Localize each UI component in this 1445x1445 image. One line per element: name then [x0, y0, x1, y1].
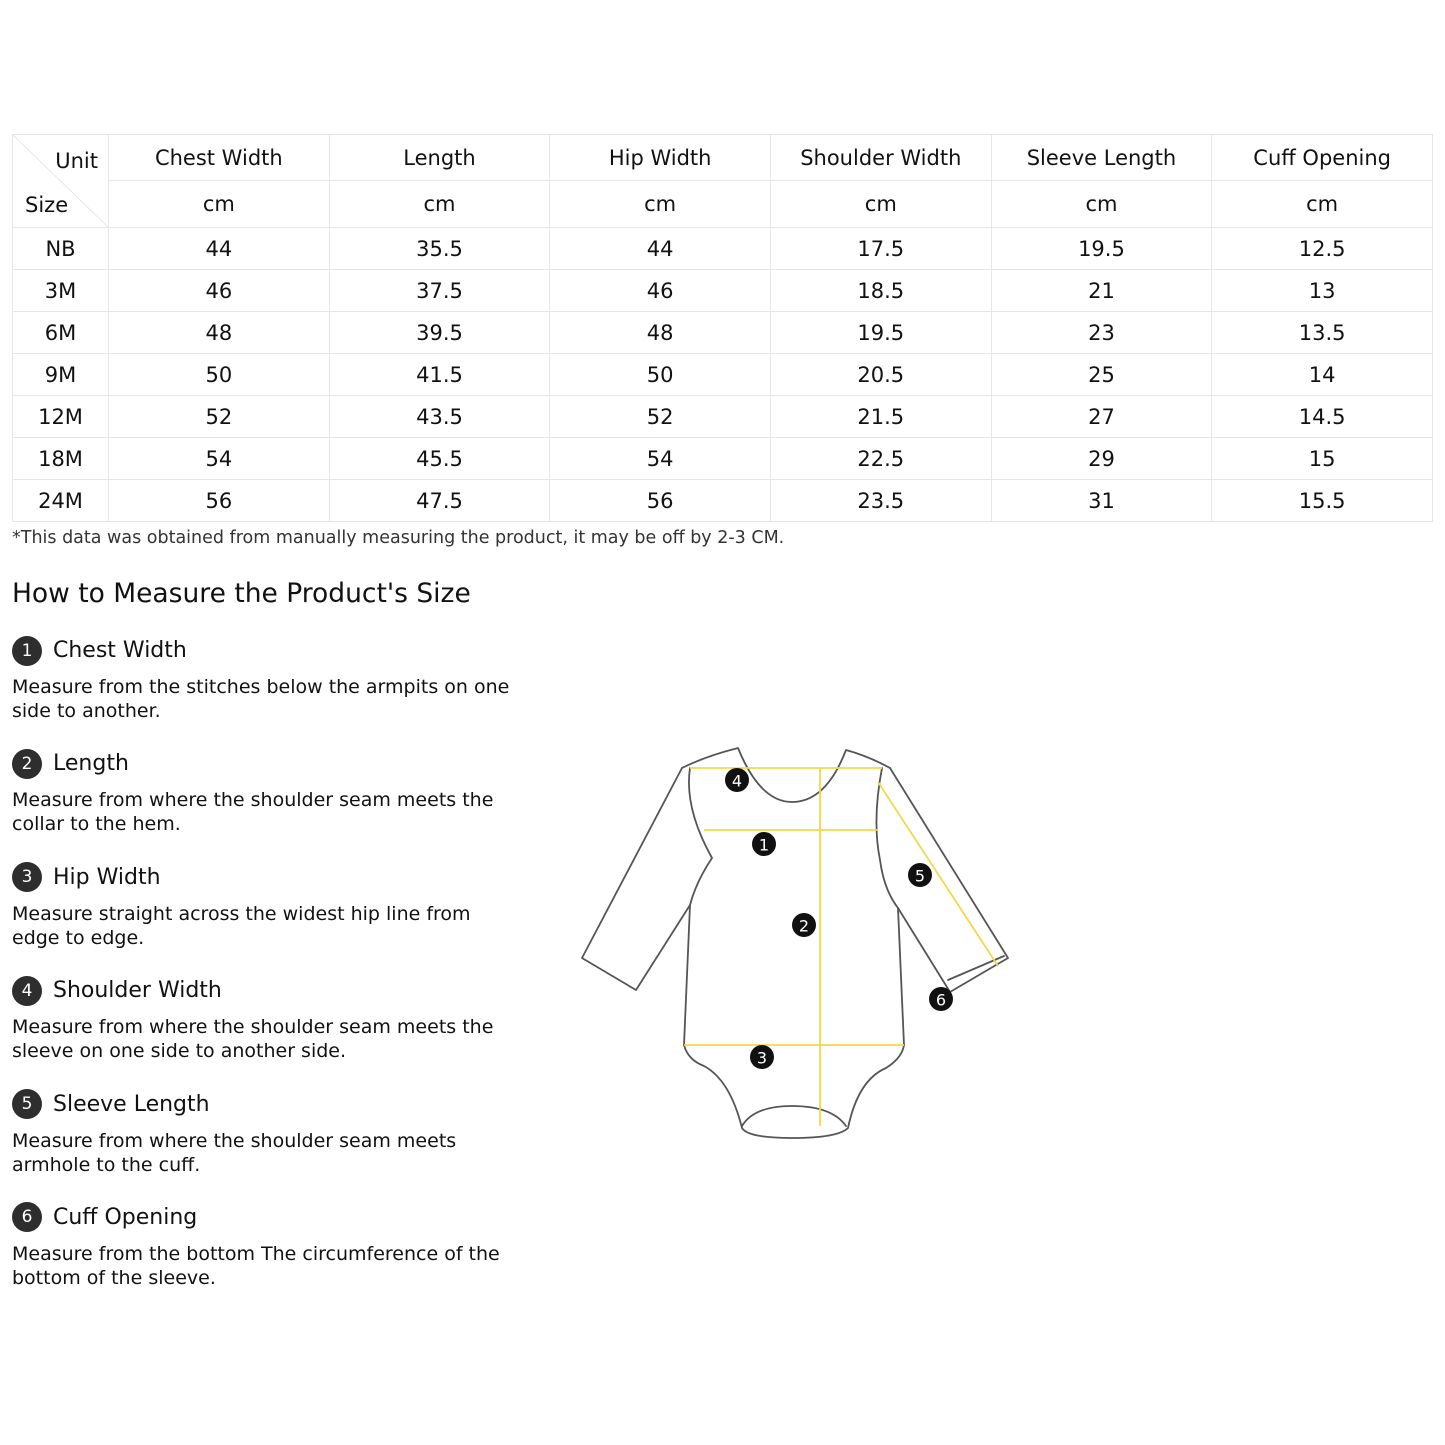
marker-4-icon	[725, 768, 749, 792]
step-title: Length	[53, 751, 129, 777]
measure-lines	[684, 768, 998, 1126]
value-cell: 19.5	[770, 312, 991, 354]
guide-title: How to Measure the Product's Size	[12, 578, 471, 609]
value-cell: 44	[550, 228, 771, 270]
measurement-note: *This data was obtained from manually measuring the product, it may be off by 2-3 CM.	[12, 528, 785, 548]
column-header-hip-width: Hip Width	[550, 135, 771, 181]
column-header-sleeve-length: Sleeve Length	[991, 135, 1212, 181]
marker-3-icon	[750, 1045, 774, 1069]
column-header-cuff-opening: Cuff Opening	[1212, 135, 1433, 181]
value-cell: 15	[1212, 438, 1433, 480]
step-title: Hip Width	[53, 864, 161, 890]
size-cell: 9M	[13, 354, 109, 396]
value-cell: 46	[550, 270, 771, 312]
column-header-chest-width: Chest Width	[109, 135, 330, 181]
value-cell: 13	[1212, 270, 1433, 312]
value-cell: 52	[550, 396, 771, 438]
size-cell: NB	[13, 228, 109, 270]
step-title: Shoulder Width	[53, 978, 222, 1004]
step-title: Sleeve Length	[53, 1091, 210, 1117]
size-cell: 18M	[13, 438, 109, 480]
size-cell: 3M	[13, 270, 109, 312]
value-cell: 47.5	[329, 480, 550, 522]
value-cell: 35.5	[329, 228, 550, 270]
step-shoulder-width	[12, 974, 522, 1087]
marker-6-icon	[929, 987, 953, 1011]
step-description: Measure from where the shoulder seam meets the sleeve on one side to another side.	[12, 1016, 494, 1063]
size-cell: 12M	[13, 396, 109, 438]
unit-cell: cm	[109, 181, 330, 228]
svg-text:1: 1	[758, 835, 770, 855]
unit-label: Unit	[55, 149, 98, 173]
value-cell: 14.5	[1212, 396, 1433, 438]
value-cell: 13.5	[1212, 312, 1433, 354]
value-cell: 14	[1212, 354, 1433, 396]
step-hip-width	[12, 861, 522, 974]
column-header-length: Length	[329, 135, 550, 181]
size-table	[12, 134, 1433, 522]
measure-steps	[12, 634, 522, 1314]
marker-5-icon	[908, 863, 932, 887]
value-cell: 56	[550, 480, 771, 522]
step-title: Chest Width	[53, 638, 187, 663]
value-cell: 25	[991, 354, 1212, 396]
value-cell: 29	[991, 438, 1212, 480]
table-row	[13, 270, 1433, 312]
value-cell: 41.5	[329, 354, 550, 396]
table-corner-cell	[13, 135, 109, 228]
marker-2-icon	[792, 913, 816, 937]
step-title: Cuff Opening	[53, 1204, 198, 1230]
table-row	[13, 396, 1433, 438]
value-cell: 15.5	[1212, 480, 1433, 522]
size-cell: 6M	[13, 312, 109, 354]
step-sleeve-length	[12, 1088, 522, 1201]
step-number-badge: 4	[12, 976, 42, 1006]
value-cell: 52	[109, 396, 330, 438]
table-row	[13, 228, 1433, 270]
value-cell: 46	[109, 270, 330, 312]
value-cell: 18.5	[770, 270, 991, 312]
step-number-badge: 6	[12, 1202, 42, 1232]
step-description: Measure from the stitches below the armpits on one side to another.	[12, 676, 510, 722]
value-cell: 56	[109, 480, 330, 522]
value-cell: 48	[109, 312, 330, 354]
step-description: Measure straight across the widest hip line from edge to edge.	[12, 902, 471, 949]
step-description: Measure from where the shoulder seam meets armhole to the cuff.	[12, 1129, 457, 1176]
step-number-badge: 1	[12, 636, 42, 666]
value-cell: 12.5	[1212, 228, 1433, 270]
value-cell: 50	[550, 354, 771, 396]
value-cell: 44	[109, 228, 330, 270]
value-cell: 45.5	[329, 438, 550, 480]
sleeve-length-line	[878, 782, 998, 966]
svg-text:3: 3	[756, 1048, 768, 1068]
value-cell: 23	[991, 312, 1212, 354]
value-cell: 17.5	[770, 228, 991, 270]
step-number-badge: 3	[12, 862, 42, 892]
table-header-row	[13, 135, 1433, 181]
value-cell: 54	[550, 438, 771, 480]
value-cell: 50	[109, 354, 330, 396]
value-cell: 54	[109, 438, 330, 480]
unit-cell: cm	[991, 181, 1212, 228]
value-cell: 31	[991, 480, 1212, 522]
unit-row	[13, 181, 1433, 228]
value-cell: 27	[991, 396, 1212, 438]
value-cell: 21	[991, 270, 1212, 312]
step-cuff-opening	[12, 1201, 522, 1314]
table-row	[13, 438, 1433, 480]
svg-text:6: 6	[935, 990, 947, 1010]
value-cell: 22.5	[770, 438, 991, 480]
svg-text:5: 5	[914, 866, 926, 886]
step-description: Measure from the bottom The circumference of the bottom of the sleeve.	[12, 1242, 500, 1289]
svg-text:4: 4	[731, 771, 743, 791]
step-description: Measure from where the shoulder seam meets the collar to the hem.	[12, 789, 494, 836]
table-row	[13, 354, 1433, 396]
unit-cell: cm	[770, 181, 991, 228]
value-cell: 39.5	[329, 312, 550, 354]
marker-1-icon	[752, 832, 776, 856]
value-cell: 23.5	[770, 480, 991, 522]
unit-cell: cm	[550, 181, 771, 228]
bodysuit-outline	[582, 748, 1008, 1138]
value-cell: 20.5	[770, 354, 991, 396]
step-number-badge: 2	[12, 749, 42, 779]
value-cell: 37.5	[329, 270, 550, 312]
step-length	[12, 747, 522, 860]
svg-text:2: 2	[798, 916, 810, 936]
unit-cell: cm	[1212, 181, 1433, 228]
value-cell: 48	[550, 312, 771, 354]
size-label: Size	[25, 193, 69, 217]
value-cell: 19.5	[991, 228, 1212, 270]
size-cell: 24M	[13, 480, 109, 522]
step-number-badge: 5	[12, 1089, 42, 1119]
table-row	[13, 312, 1433, 354]
value-cell: 21.5	[770, 396, 991, 438]
column-header-shoulder-width: Shoulder Width	[770, 135, 991, 181]
step-chest-width	[12, 634, 522, 747]
value-cell: 43.5	[329, 396, 550, 438]
bodysuit-measurement-diagram	[575, 742, 1015, 1142]
unit-cell: cm	[329, 181, 550, 228]
table-row	[13, 480, 1433, 522]
